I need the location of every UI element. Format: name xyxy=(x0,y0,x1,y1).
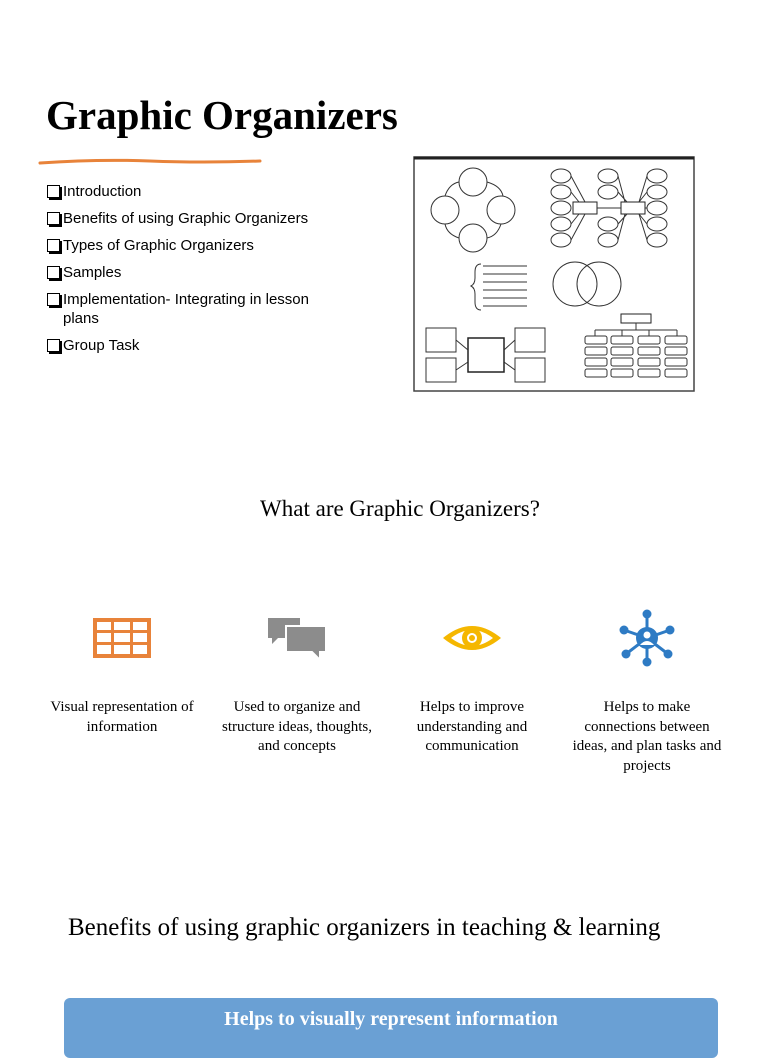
agenda-list xyxy=(46,182,346,363)
benefits-heading: Benefits of using graphic organizers in teaching & learning xyxy=(68,914,661,941)
checkbox-bullet-icon xyxy=(47,185,60,198)
agenda-item: Introduction xyxy=(46,182,346,201)
page-title: Graphic Organizers xyxy=(46,92,398,138)
network-icon xyxy=(612,608,682,668)
card-text: Used to organize and structure ideas, thoughts, and concepts xyxy=(222,699,372,754)
chat-bubbles-icon xyxy=(262,608,332,668)
benefit-item-bar xyxy=(64,998,718,1058)
info-card xyxy=(42,608,202,737)
card-text: Visual representation of information xyxy=(50,699,194,735)
agenda-item: Group Task xyxy=(46,336,346,355)
table-icon xyxy=(87,608,157,668)
checkbox-bullet-icon xyxy=(47,239,60,252)
agenda-item: Types of Graphic Organizers xyxy=(46,236,346,255)
card-text: Helps to improve understanding and communication xyxy=(416,699,528,754)
benefit-item-text: Helps to visually represent information xyxy=(224,1008,558,1030)
agenda-item: Implementation- Integrating in lesson plans xyxy=(46,290,346,328)
info-card xyxy=(567,608,727,776)
agenda-item: Samples xyxy=(46,263,346,282)
card-text: Helps to make connections between ideas, and plan tasks and projects xyxy=(572,699,722,774)
checkbox-bullet-icon xyxy=(47,293,60,306)
checkbox-bullet-icon xyxy=(47,266,60,279)
agenda-item: Benefits of using Graphic Organizers xyxy=(46,209,346,228)
info-card xyxy=(217,608,377,757)
eye-icon xyxy=(437,608,507,668)
info-card xyxy=(392,608,552,757)
title-underline xyxy=(38,158,262,166)
graphic-organizer-samples-image xyxy=(413,156,695,392)
checkbox-bullet-icon xyxy=(47,339,60,352)
checkbox-bullet-icon xyxy=(47,212,60,225)
section-heading: What are Graphic Organizers? xyxy=(260,496,540,521)
